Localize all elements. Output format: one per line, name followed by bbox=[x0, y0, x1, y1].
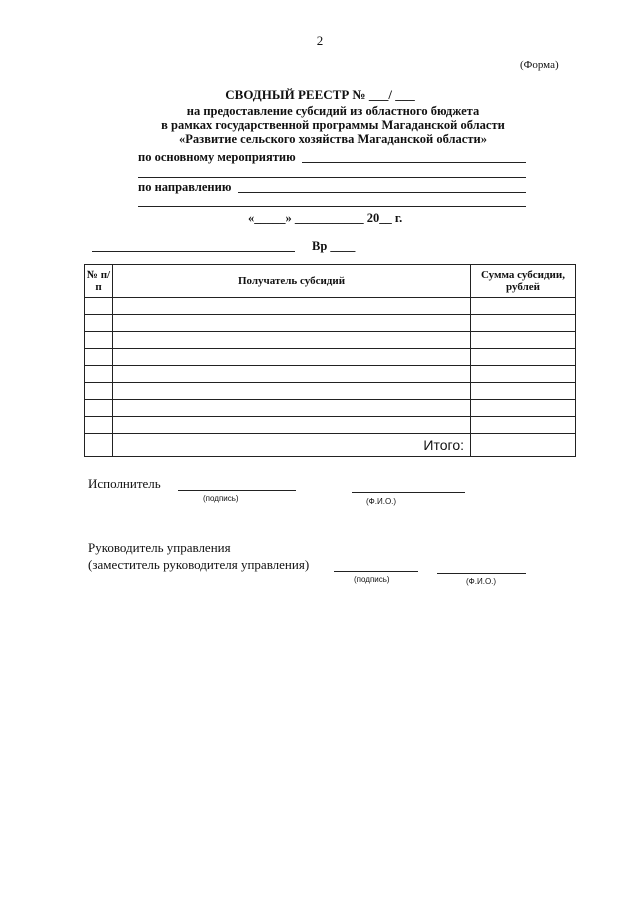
cell-recipient[interactable] bbox=[113, 383, 471, 400]
cell-amount[interactable] bbox=[471, 349, 576, 366]
cell-recipient[interactable] bbox=[113, 315, 471, 332]
form-mark: (Форма) bbox=[520, 59, 559, 71]
table-row[interactable] bbox=[85, 298, 576, 315]
column-header-recipient: Получатель субсидий bbox=[113, 265, 471, 298]
vr-prefix-line[interactable] bbox=[92, 251, 295, 252]
cell-number[interactable] bbox=[85, 332, 113, 349]
cell-number[interactable] bbox=[85, 298, 113, 315]
total-row bbox=[85, 434, 576, 457]
head-name-line[interactable] bbox=[437, 573, 526, 574]
table-row[interactable] bbox=[85, 383, 576, 400]
table-row[interactable] bbox=[85, 315, 576, 332]
cell-amount[interactable] bbox=[471, 332, 576, 349]
direction-input-line[interactable] bbox=[238, 192, 526, 193]
page-number: 2 bbox=[316, 33, 324, 48]
total-cell-empty bbox=[85, 434, 113, 457]
executor-label: Исполнитель bbox=[88, 476, 161, 491]
main-event-input-line[interactable] bbox=[302, 162, 526, 163]
table-row[interactable] bbox=[85, 349, 576, 366]
cell-number[interactable] bbox=[85, 366, 113, 383]
subtitle-line-1: на предоставление субсидий из областного бюджета bbox=[186, 104, 480, 118]
cell-number[interactable] bbox=[85, 417, 113, 434]
subtitle-line-2: в рамках государственной программы Магаданской области bbox=[161, 118, 505, 132]
table-header-row bbox=[85, 265, 576, 298]
subtitle-line-3: «Развитие сельского хозяйства Магаданской области» bbox=[179, 132, 487, 146]
main-event-input-line-2[interactable] bbox=[138, 177, 526, 178]
total-amount-cell[interactable] bbox=[471, 434, 576, 457]
table-row[interactable] bbox=[85, 400, 576, 417]
cell-number[interactable] bbox=[85, 400, 113, 417]
table-row[interactable] bbox=[85, 366, 576, 383]
cell-number[interactable] bbox=[85, 383, 113, 400]
head-signature-line[interactable] bbox=[334, 571, 418, 572]
executor-name-line[interactable] bbox=[352, 492, 465, 493]
cell-number[interactable] bbox=[85, 315, 113, 332]
column-header-amount: Сумма субсидии, рублей bbox=[471, 265, 576, 298]
head-name-hint: (Ф.И.О.) bbox=[466, 577, 497, 586]
cell-recipient[interactable] bbox=[113, 349, 471, 366]
date-line[interactable]: «_____» ___________ 20__ г. bbox=[248, 211, 403, 225]
cell-amount[interactable] bbox=[471, 298, 576, 315]
head-label-line-1: Руководитель управления bbox=[88, 540, 231, 555]
cell-amount[interactable] bbox=[471, 315, 576, 332]
executor-signature-line[interactable] bbox=[178, 490, 296, 491]
table-row[interactable] bbox=[85, 417, 576, 434]
cell-number[interactable] bbox=[85, 349, 113, 366]
cell-amount[interactable] bbox=[471, 366, 576, 383]
executor-signature-hint: (подпись) bbox=[203, 494, 239, 503]
cell-recipient[interactable] bbox=[113, 298, 471, 315]
executor-name-hint: (Ф.И.О.) bbox=[366, 497, 397, 506]
head-signature-hint: (подпись) bbox=[354, 575, 390, 584]
cell-amount[interactable] bbox=[471, 400, 576, 417]
cell-amount[interactable] bbox=[471, 417, 576, 434]
registry-table bbox=[84, 264, 576, 457]
cell-amount[interactable] bbox=[471, 383, 576, 400]
cell-recipient[interactable] bbox=[113, 366, 471, 383]
cell-recipient[interactable] bbox=[113, 417, 471, 434]
direction-label: по направлению bbox=[138, 180, 232, 194]
cell-recipient[interactable] bbox=[113, 400, 471, 417]
main-event-label: по основному мероприятию bbox=[138, 150, 296, 164]
direction-input-line-2[interactable] bbox=[138, 206, 526, 207]
cell-recipient[interactable] bbox=[113, 332, 471, 349]
head-label-line-2: (заместитель руководителя управления) bbox=[88, 557, 310, 572]
total-label: Итого: bbox=[113, 434, 471, 457]
vr-label[interactable]: Вр ____ bbox=[312, 239, 356, 253]
document-title: СВОДНЫЙ РЕЕСТР № ___/ ___ bbox=[225, 87, 415, 102]
table-row[interactable] bbox=[85, 332, 576, 349]
column-header-number: № п/п bbox=[85, 265, 113, 298]
